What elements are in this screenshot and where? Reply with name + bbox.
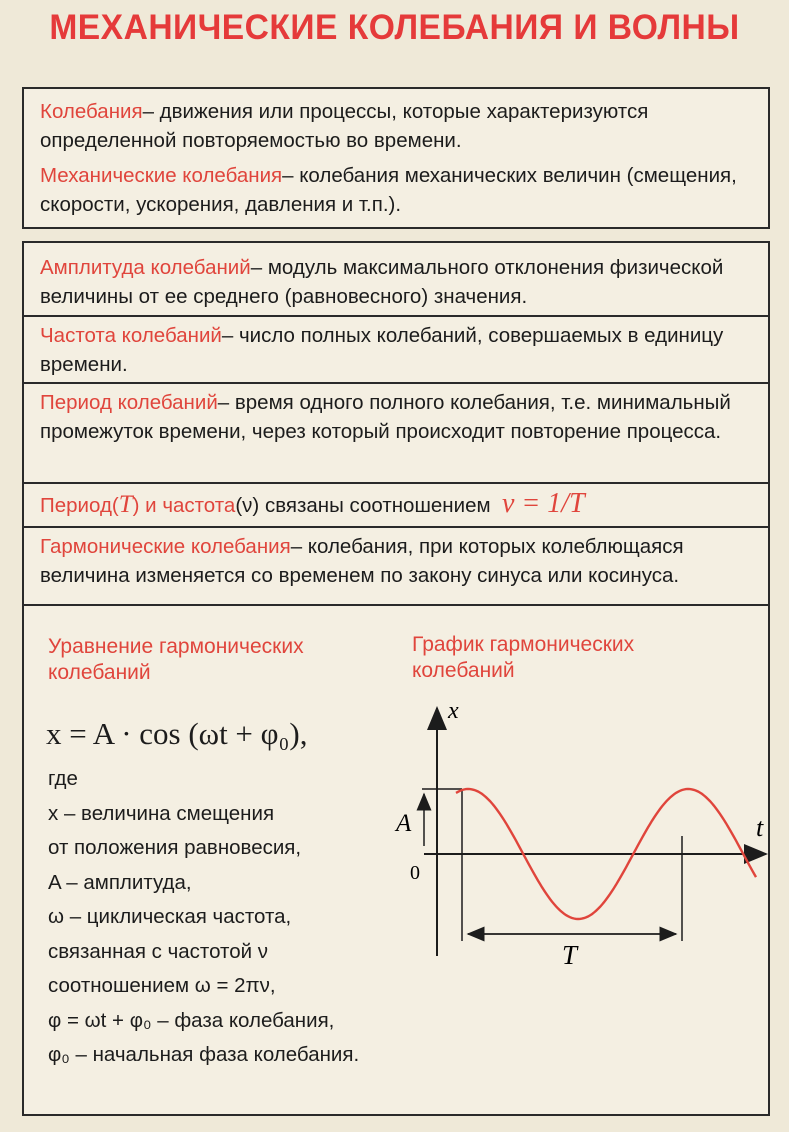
definition-period: [24, 382, 768, 482]
definition-term: Гармонические колебания: [40, 535, 291, 558]
definition-term: Амплитуда колебаний: [40, 256, 251, 279]
definition-text: – время одного полного колебания, т.е. минимальный промежуток времени, через который происходит повторение процесса.: [40, 391, 731, 443]
explanation-line: связанная с частотой ν: [48, 939, 268, 963]
definition-oscillations: [24, 89, 768, 157]
definitions-box-2: [22, 241, 770, 606]
relation-term-period: Период: [40, 494, 112, 517]
t-axis-label: t: [756, 813, 764, 842]
definition-term: Период колебаний: [40, 391, 218, 414]
equation-graph-box: [22, 606, 770, 1116]
definition-amplitude: [24, 243, 768, 315]
equation-explanation: [48, 762, 359, 1073]
period-label: T: [562, 940, 578, 970]
explanation-line: ω – циклическая частота,: [48, 905, 292, 928]
equation-heading: Уравнение гармонических колебаний: [48, 635, 304, 684]
definition-mechanical-oscillations: [24, 157, 768, 225]
definition-text: – колебания механических величин (смещения, скорости, ускорения, давления и т.п.).: [40, 164, 737, 216]
x-axis-label: x: [448, 698, 459, 724]
explanation-line: где: [48, 767, 78, 790]
definition-term: Частота колебаний: [40, 324, 222, 347]
explanation-line: φ = ωt + φ₀ – фаза колебания,: [48, 1008, 335, 1032]
oscillation-graph: [384, 686, 774, 996]
definition-harmonic: [24, 526, 768, 604]
explanation-line: φ₀ – начальная фаза колебания.: [48, 1043, 360, 1066]
explanation-line: от положения равновесия,: [48, 836, 302, 859]
relation-term-frequency: и частота: [145, 494, 236, 517]
relation-symbol-nu: ν: [242, 494, 253, 517]
page-title: МЕХАНИЧЕСКИЕ КОЛЕБАНИЯ И ВОЛНЫ: [49, 8, 740, 47]
definition-text: – модуль максимального отклонения физической величины от ее среднего (равновесного) значения.: [40, 256, 724, 308]
definition-term: Механические колебания: [40, 164, 283, 187]
definition-term: Колебания: [40, 100, 143, 123]
relation-formula: ν = 1/T: [501, 488, 585, 519]
explanation-line: A – амплитуда,: [48, 870, 192, 894]
definition-text: – колебания, при которых колеблющаяся величина изменяется со временем по закону синуса или косинуса.: [40, 535, 684, 587]
amplitude-label: A: [396, 810, 412, 837]
explanation-line: соотношением ω = 2πν,: [48, 974, 276, 997]
origin-label: 0: [410, 862, 420, 884]
harmonic-equation: x = A · cos (ωt + φ₀),: [46, 716, 308, 751]
definition-text: – число полных колебаний, совершаемых в единицу времени.: [40, 324, 724, 376]
definitions-box-1: [22, 87, 770, 229]
relation-text: связаны соотношением: [264, 494, 491, 517]
definition-text: – движения или процессы, которые характеризуются определенной повторяемостью во времени.: [40, 100, 649, 152]
relation-symbol-T: T: [118, 491, 133, 518]
explanation-line: x – величина смещения: [48, 801, 275, 825]
period-frequency-relation: Период(T) и частота(ν) связаны соотношением ν = 1/T: [24, 482, 768, 526]
definition-frequency: [24, 315, 768, 382]
graph-heading: График гармонических колебаний: [412, 633, 635, 682]
